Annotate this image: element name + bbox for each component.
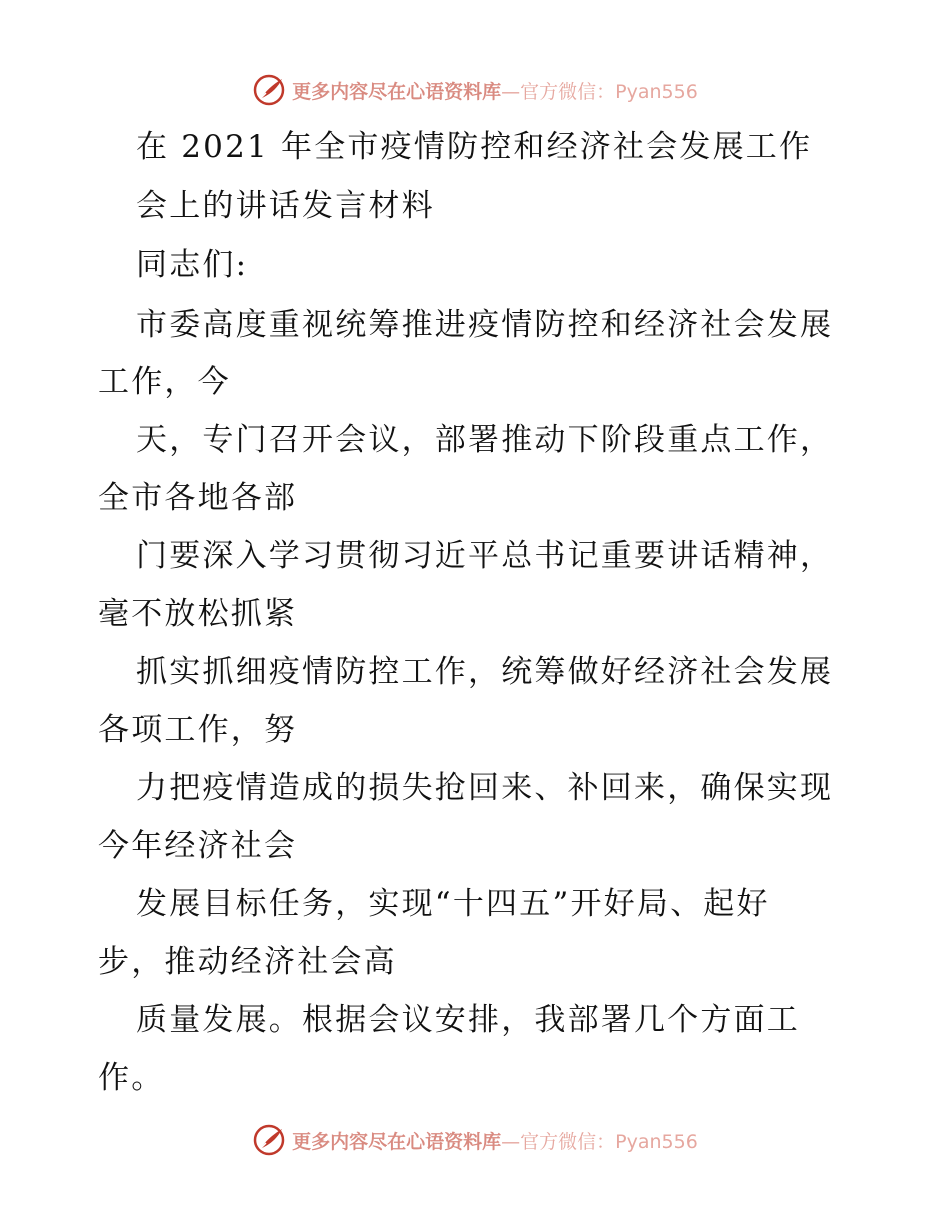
watermark-main: 更多内容尽在心语资料库 (292, 1130, 502, 1153)
paragraph-line: 今年经济社会 (98, 828, 298, 864)
header-watermark (0, 70, 950, 110)
watermark-text (292, 1127, 698, 1154)
title-line-2: 会上的讲话发言材料 (136, 188, 435, 224)
paragraph-line: 力把疫情造成的损失抢回来、补回来，确保实现 (136, 770, 834, 806)
quill-logo-icon (252, 73, 286, 107)
watermark-main: 更多内容尽在心语资料库 (292, 80, 502, 103)
paragraph-line: 全市各地各部 (98, 480, 298, 516)
footer-watermark (0, 1120, 950, 1160)
watermark-tail: —官方微信：Pyan556 (501, 80, 698, 103)
paragraph-line: 门要深入学习贯彻习近平总书记重要讲话精神， (136, 538, 834, 574)
paragraph-line: 各项工作，努 (98, 712, 298, 748)
paragraph-line: 天，专门召开会议，部署推动下阶段重点工作， (136, 422, 834, 458)
quill-logo-icon (252, 1123, 286, 1157)
watermark-tail: —官方微信：Pyan556 (501, 1130, 698, 1153)
paragraph-line: 市委高度重视统筹推进疫情防控和经济社会发展 (136, 307, 834, 343)
paragraph-line: 作。 (98, 1060, 165, 1096)
paragraph-line: 抓实抓细疫情防控工作，统筹做好经济社会发展 (136, 654, 834, 690)
paragraph-line: 工作，今 (98, 364, 231, 400)
paragraph-line: 步，推动经济社会高 (98, 944, 397, 980)
paragraph-line: 发展目标任务，实现“十四五”开好局、起好 (136, 886, 770, 922)
salutation: 同志们: (136, 247, 249, 283)
title-line-1: 在 2021 年全市疫情防控和经济社会发展工作 (136, 129, 813, 165)
paragraph-line: 质量发展。根据会议安排，我部署几个方面工 (136, 1002, 800, 1038)
watermark-text (292, 77, 698, 104)
paragraph-line: 毫不放松抓紧 (98, 596, 298, 632)
